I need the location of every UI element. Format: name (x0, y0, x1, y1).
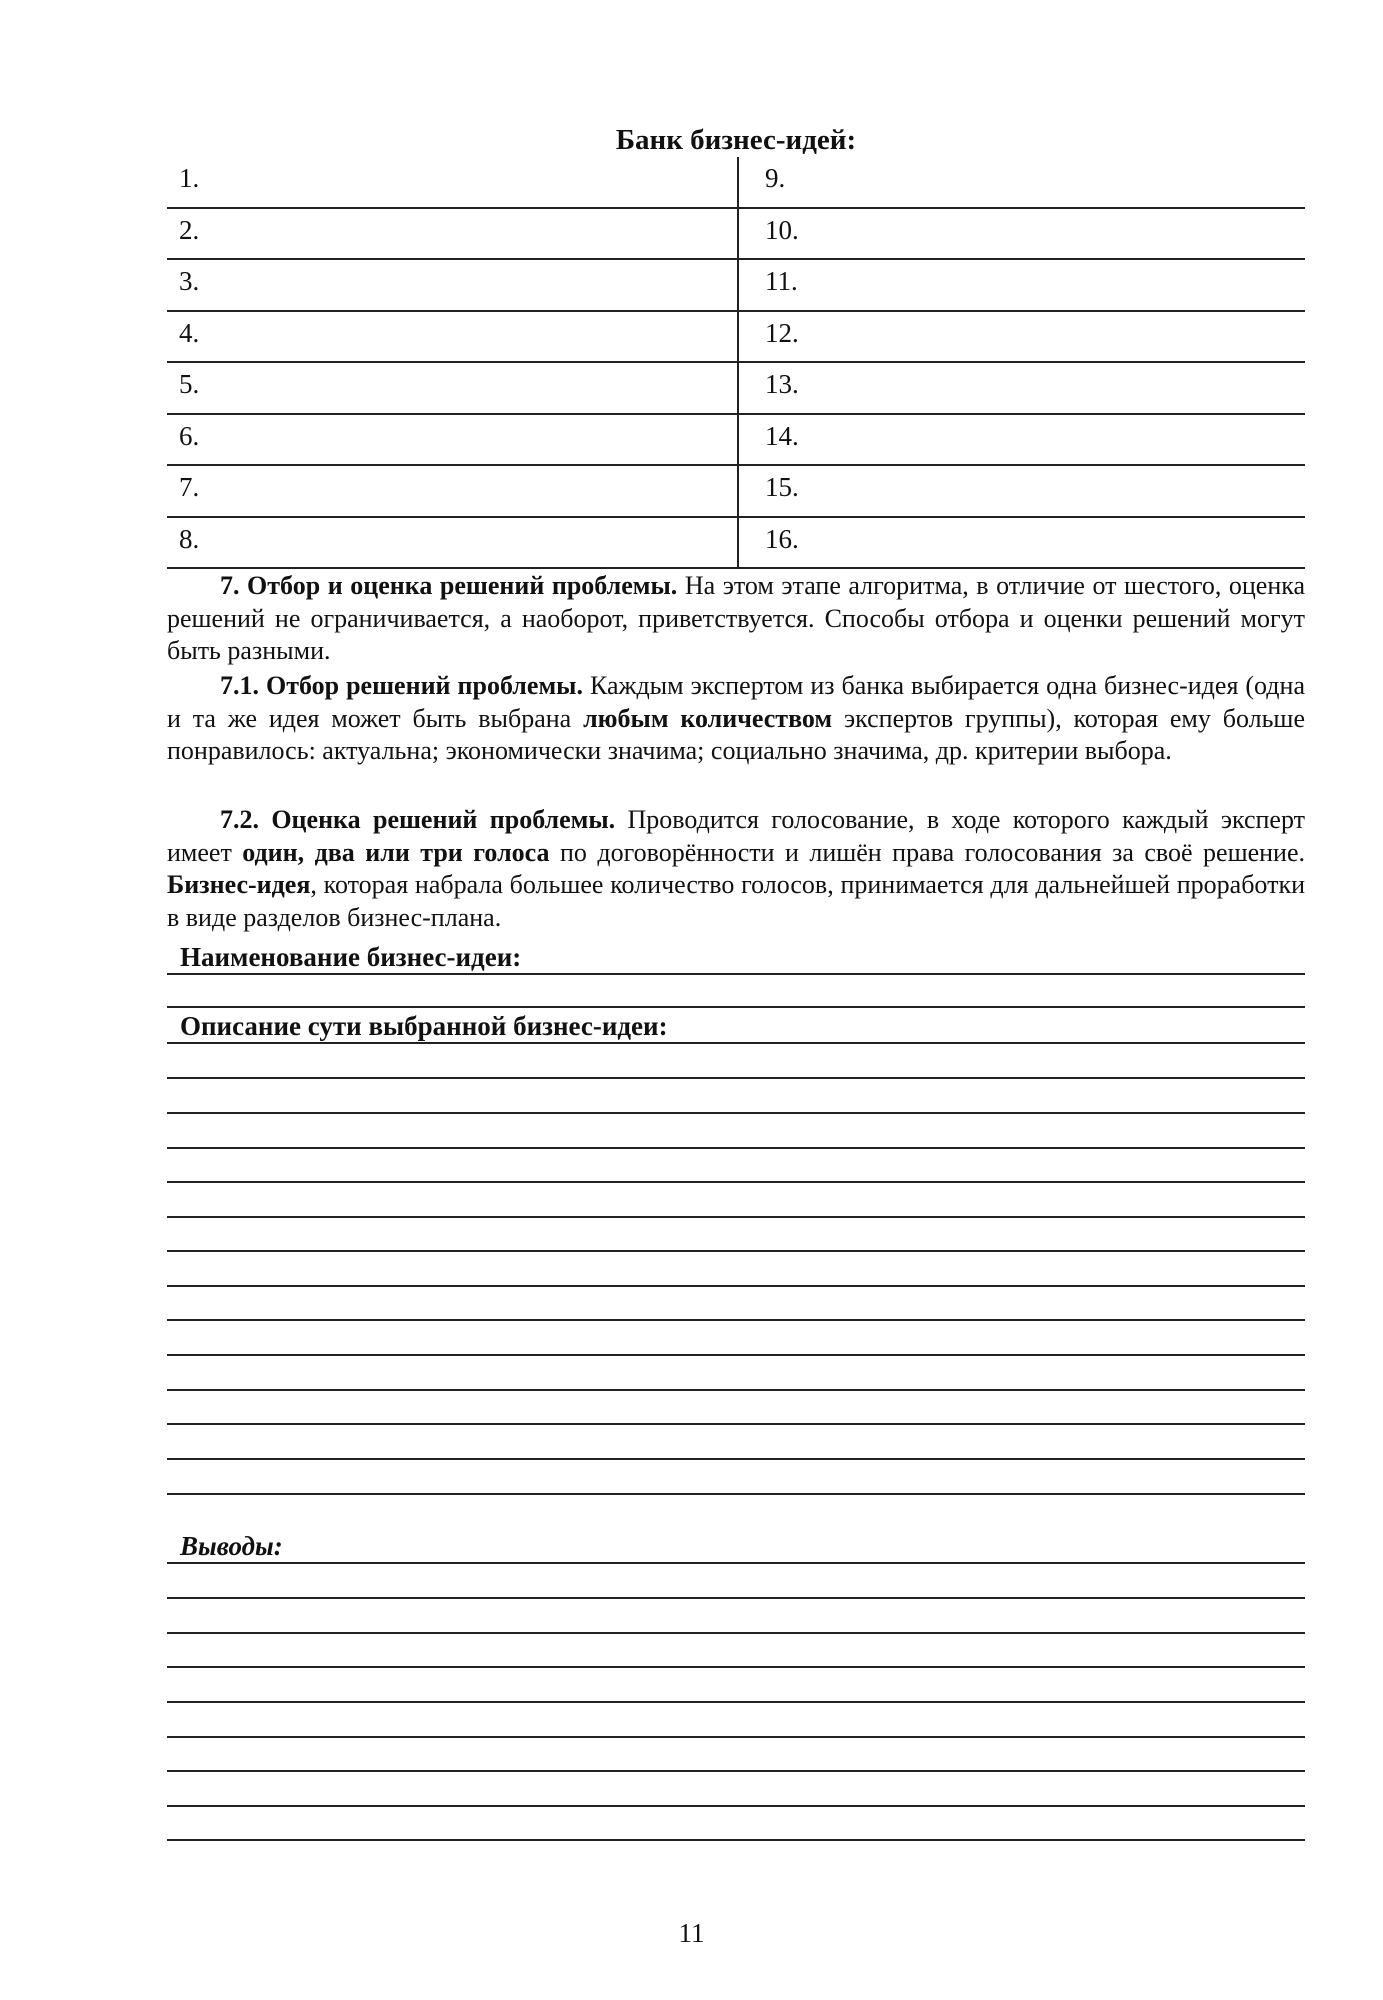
bank-item-9[interactable]: 9. (739, 157, 1305, 209)
section-7-heading: 7. Отбор и оценка решений проблемы. (220, 571, 678, 600)
section-7-2-paragraph (167, 804, 1305, 934)
bank-item-8[interactable]: 8. (167, 518, 739, 570)
bank-item-11[interactable]: 11. (739, 260, 1305, 312)
description-line[interactable] (167, 1423, 1305, 1425)
bank-item-7[interactable]: 7. (167, 466, 739, 518)
section-7-2-heading: 7.2. Оценка решений проблемы. (220, 805, 616, 834)
bank-item-2[interactable]: 2. (167, 209, 739, 261)
bank-item-16[interactable]: 16. (739, 518, 1305, 570)
section-7-2-emphasis-votes: один, два или три голоса (242, 837, 550, 867)
bank-item-14[interactable]: 14. (739, 415, 1305, 467)
conclusions-line[interactable] (167, 1632, 1305, 1634)
description-line[interactable] (167, 1216, 1305, 1218)
section-7-1-text-b: экспертов группы), которая ему больше понравилось: актуальна; экономически значима; социально значима, др. критерии выбора. (167, 703, 1305, 765)
section-7-2-text-a: Проводится голосование, в ходе которого каждый эксперт имеет (167, 805, 1305, 867)
conclusions-line[interactable] (167, 1562, 1305, 1564)
description-line[interactable] (167, 1181, 1305, 1183)
bank-item-6[interactable]: 6. (167, 415, 739, 467)
business-idea-name-label: Наименование бизнес-идеи: (180, 942, 522, 972)
idea-description-label: Описание сути выбранной бизнес-идеи: (180, 1011, 668, 1041)
section-7-paragraph (167, 570, 1305, 668)
section-7-2-text-b: по договорённости и лишён права голосования за своё решение. (549, 837, 1305, 867)
bank-item-3[interactable]: 3. (167, 260, 739, 312)
description-line[interactable] (167, 1147, 1305, 1149)
business-ideas-bank-table (167, 157, 1305, 569)
bank-item-1[interactable]: 1. (167, 157, 739, 209)
description-line[interactable] (167, 1389, 1305, 1391)
business-idea-name-line[interactable] (167, 973, 1305, 975)
description-line[interactable] (167, 1042, 1305, 1044)
conclusions-line[interactable] (167, 1597, 1305, 1599)
description-line[interactable] (167, 1354, 1305, 1356)
section-7-2-emphasis-idea: Бизнес-идея (167, 870, 311, 899)
conclusions-line[interactable] (167, 1666, 1305, 1668)
description-line[interactable] (167, 1319, 1305, 1321)
description-line[interactable] (167, 1112, 1305, 1114)
section-7-1-paragraph (167, 670, 1305, 768)
conclusions-line[interactable] (167, 1770, 1305, 1772)
bank-item-5[interactable]: 5. (167, 363, 739, 415)
section-7-1-text-a: Каждым экспертом из банка выбирается одна бизнес-идея (одна и та же идея может быть выбрана (167, 671, 1305, 733)
bank-item-12[interactable]: 12. (739, 312, 1305, 364)
bank-item-15[interactable]: 15. (739, 466, 1305, 518)
bank-title: Банк бизнес-идей: (615, 124, 857, 156)
bank-item-10[interactable]: 10. (739, 209, 1305, 261)
conclusions-line[interactable] (167, 1839, 1305, 1841)
conclusions-line[interactable] (167, 1805, 1305, 1807)
description-line[interactable] (167, 1458, 1305, 1460)
conclusions-line[interactable] (167, 1736, 1305, 1738)
description-line[interactable] (167, 1250, 1305, 1252)
page-number: 11 (678, 1918, 705, 1948)
business-idea-name-line[interactable] (167, 1006, 1305, 1008)
section-7-1-emphasis: любым количеством (583, 703, 833, 733)
description-line[interactable] (167, 1285, 1305, 1287)
bank-item-4[interactable]: 4. (167, 312, 739, 364)
section-7-text: На этом этапе алгоритма, в отличие от шестого, оценка решений не ограничивается, а наоборот, приветствуется. Способы отбора и оценки решений могут быть разными. (167, 571, 1306, 665)
conclusions-label: Выводы: (180, 1531, 283, 1561)
description-line[interactable] (167, 1077, 1305, 1079)
description-line[interactable] (167, 1493, 1305, 1495)
section-7-1-heading: 7.1. Отбор решений проблемы. (220, 671, 583, 700)
section-7-2-text-c: , которая набрала большее количество голосов, принимается для дальнейшей проработки в виде разделов бизнес-плана. (167, 870, 1305, 932)
bank-item-13[interactable]: 13. (739, 363, 1305, 415)
conclusions-line[interactable] (167, 1701, 1305, 1703)
